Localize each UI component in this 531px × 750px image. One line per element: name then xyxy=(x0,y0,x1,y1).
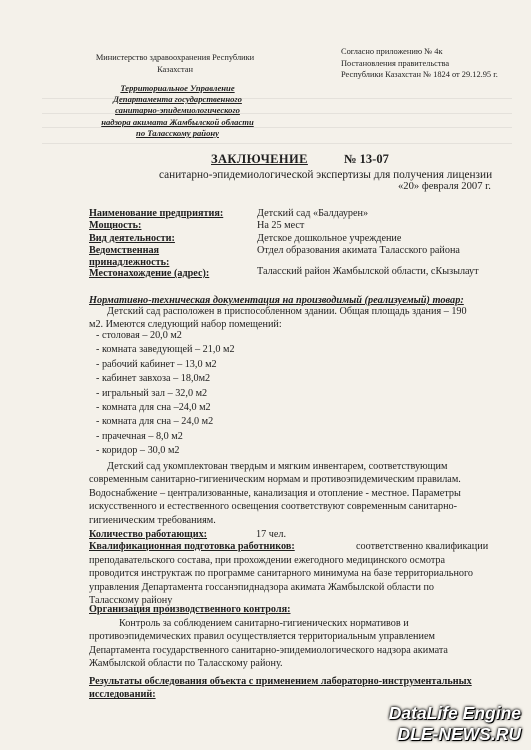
text-line: управления Департамента госсанэпиднадзора акимата Жамбылской области по xyxy=(89,581,434,593)
watermark-line: DataLife Engine xyxy=(388,703,521,723)
room-item: - комната для сна –24,0 м2 xyxy=(96,402,211,414)
field-value: На 25 мест xyxy=(257,220,305,231)
text-line: Жамбылской области по Таласскому району. xyxy=(89,658,283,670)
department-header xyxy=(70,83,285,139)
field-label: Местонахождение (адрес): xyxy=(89,268,210,279)
text-line: Департамента государственного санитарно-эпидемиологического надзора акимата xyxy=(89,644,448,656)
text-line: Контроль за соблюдением санитарно-гигиенических нормативов и xyxy=(119,618,409,629)
room-item: - игральный зал – 32,0 м2 xyxy=(96,387,208,399)
normative-heading: Нормативно-техническая документация на производимый (реализуемый) товар: xyxy=(89,295,464,306)
field-label: Вид деятельности: xyxy=(89,233,175,244)
room-item: - коридор – 30,0 м2 xyxy=(96,445,180,457)
text-line: противоэпидемических правил осуществляется территориальным управлением xyxy=(89,631,435,643)
document-title: ЗАКЛЮЧЕНИЕ xyxy=(211,152,308,166)
text-line: Результаты обследования объекта с применением лабораторно-инструментальных xyxy=(89,676,472,687)
document-number: № 13-07 xyxy=(344,152,389,166)
room-item: - комната заведующей – 21,0 м2 xyxy=(96,344,235,356)
text-line: Детский сад расположен в приспособленном здании. Общая площадь здания – 190 xyxy=(107,306,467,317)
qualification-paragraph xyxy=(89,554,503,608)
room-item: - рабочий кабинет – 13,0 м2 xyxy=(96,358,217,370)
ministry-line: Министерство здравоохранения Республики xyxy=(95,53,255,62)
room-item: - столовая – 20,0 м2 xyxy=(96,330,182,341)
department-line: по Таласскому району xyxy=(136,127,219,138)
text-line: м2. Имеются следующий набор помещений: xyxy=(89,319,282,331)
text-line: Таласскому району xyxy=(89,595,173,607)
text-line: исследований: xyxy=(89,689,156,701)
qualification-tail: соответственно квалификации xyxy=(356,541,489,552)
room-list xyxy=(96,329,276,459)
approval-note xyxy=(341,46,521,81)
field-label: Мощность: xyxy=(89,220,142,231)
room-item: - комната для сна – 24,0 м2 xyxy=(96,416,214,428)
watermark-line: DLE-NEWS.RU xyxy=(397,724,521,744)
normative-intro xyxy=(89,305,503,332)
field-value: Детское дошкольное учреждение xyxy=(257,233,402,244)
field-value: Таласский район Жамбылской области, сКызылаут xyxy=(257,266,479,277)
department-line: Департамента государственного xyxy=(113,94,242,105)
document-date: «20» февраля 2007 г. xyxy=(398,181,491,192)
text-line: искусственного и естественного освещения соответствуют современным санитарно- xyxy=(89,501,458,513)
field-value: Отдел образования акимата Таласского района xyxy=(257,245,460,256)
staff-count-label: Количество работающих: xyxy=(89,529,208,540)
text-line: Водоснабжение – централизованные, канализация и отопление - местное. Параметры xyxy=(89,487,461,499)
room-item: - кабинет завхоза – 18,0м2 xyxy=(96,373,211,385)
text-line: проводится инструктаж по программе санитарного минимума на базе территориального xyxy=(89,568,474,580)
text-line: гигиеническим требованиям. xyxy=(89,514,216,526)
site-watermark xyxy=(389,703,521,745)
equipment-paragraph xyxy=(89,460,503,527)
text-line: современным санитарно-гигиеническим нормам и противоэпидемическим правилам. xyxy=(89,474,461,486)
qualification-label: Квалификационная подготовка работников: xyxy=(89,541,295,552)
ministry-line: Казахстан xyxy=(157,64,193,74)
field-label: принадлежность: xyxy=(89,257,170,268)
control-heading: Организация производственного контроля: xyxy=(89,604,291,615)
room-item: - прачечная – 8,0 м2 xyxy=(96,430,183,442)
document-subtitle: санитарно-эпидемиологической экспертизы для получения лицензии xyxy=(159,169,493,181)
results-heading xyxy=(89,675,503,702)
text-line: Детский сад укомплектован твердым и мягким инвентарем, соответствующим xyxy=(107,461,448,472)
approval-line: Согласно приложению № 4к xyxy=(341,47,443,56)
text-line: преподавательского состава, при прохождении ежегодного медицинского осмотра xyxy=(89,555,446,566)
approval-line: Постановления правительства xyxy=(341,58,450,68)
field-label: Ведомственная xyxy=(89,245,160,256)
field-label: Наименование предприятия: xyxy=(89,208,224,219)
control-paragraph xyxy=(89,617,503,671)
approval-line: Республики Казахстан № 1824 от 29.12.95 г. xyxy=(341,70,498,79)
ministry-header xyxy=(90,52,260,75)
department-line: Территориальное Управление xyxy=(120,83,235,93)
field-value: Детский сад «Балдаурен» xyxy=(257,208,369,219)
department-line: санитарно-эпидемиологического xyxy=(115,105,240,116)
department-line: надзора акимата Жамбылской области xyxy=(101,116,254,127)
staff-count-value: 17 чел. xyxy=(256,529,287,540)
